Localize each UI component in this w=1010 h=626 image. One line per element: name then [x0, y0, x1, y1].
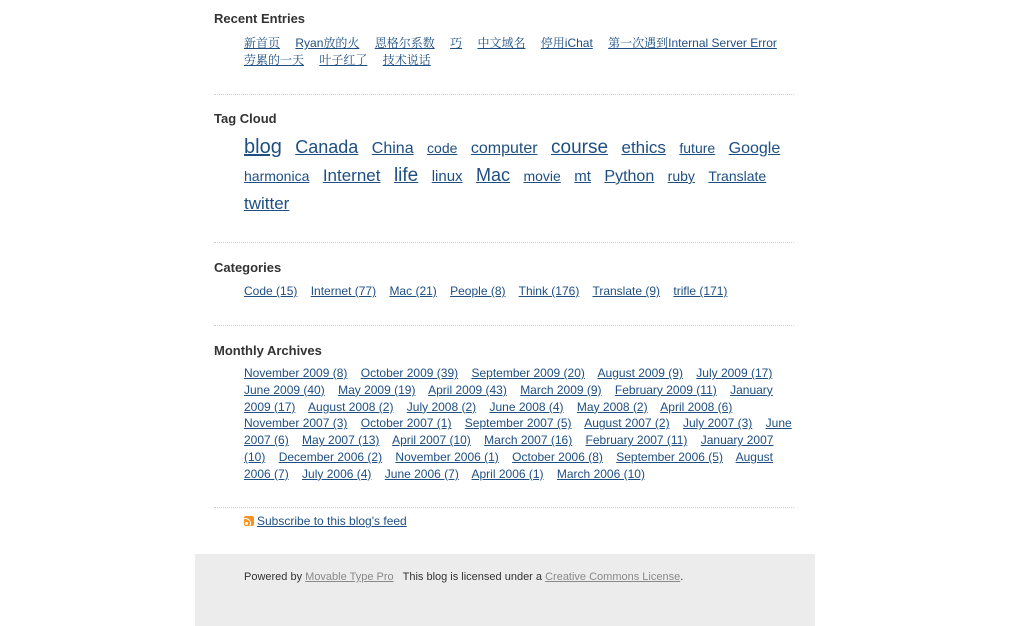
powered-by-label: Powered by — [244, 571, 303, 583]
archive-link[interactable]: October 2006 (8) — [512, 449, 603, 464]
recent-entry-link[interactable]: 恩格尔系数 — [374, 36, 435, 50]
category-link[interactable]: Translate (9) — [592, 284, 661, 298]
recent-entries-list — [244, 35, 794, 69]
archive-link[interactable]: December 2006 (2) — [278, 449, 383, 464]
rss-feed-icon — [244, 516, 254, 526]
recent-entry-link[interactable]: 中文域名 — [477, 36, 526, 50]
license-label: This blog is licensed under a — [402, 571, 543, 583]
archive-link[interactable]: March 2009 (9) — [520, 382, 602, 397]
recent-entry-link[interactable]: 巧 — [450, 36, 463, 50]
archive-link[interactable]: April 2007 (10) — [392, 433, 471, 448]
archive-link[interactable]: July 2007 (3) — [682, 416, 753, 431]
archive-link[interactable]: January 2009 (17) — [244, 382, 773, 414]
category-link[interactable]: Mac (21) — [389, 284, 437, 298]
archive-link[interactable]: May 2008 (2) — [576, 399, 648, 414]
archive-link[interactable]: September 2009 (20) — [471, 366, 585, 380]
archive-link[interactable]: April 2009 (43) — [428, 382, 507, 397]
creative-commons-link[interactable]: Creative Commons License — [545, 571, 681, 583]
archive-link[interactable]: September 2007 (5) — [464, 416, 572, 431]
tag-link[interactable]: code — [427, 140, 458, 156]
recent-entry-link[interactable]: 停用iChat — [540, 36, 593, 50]
category-link[interactable]: Code (15) — [244, 284, 298, 298]
tag-link[interactable]: mt — [574, 168, 591, 185]
archive-link[interactable]: November 2009 (8) — [244, 366, 348, 380]
recent-entry-link[interactable]: 第一次遇到Internal Server Error — [608, 36, 777, 50]
archive-link[interactable]: June 2009 (40) — [244, 382, 325, 397]
tag-link[interactable]: Mac — [476, 165, 511, 185]
archive-link[interactable]: March 2007 (16) — [484, 433, 573, 448]
categories-heading: Categories — [214, 260, 282, 275]
tag-link[interactable]: China — [371, 140, 414, 157]
footer-text — [244, 571, 683, 583]
archive-link[interactable]: July 2009 (17) — [696, 366, 773, 380]
footer — [195, 554, 815, 626]
category-link[interactable]: People (8) — [450, 284, 506, 298]
archive-link[interactable]: August 2008 (2) — [308, 399, 394, 414]
recent-entry-link[interactable]: 叶子红了 — [319, 53, 368, 67]
tag-link[interactable]: blog — [244, 136, 282, 158]
archive-link[interactable]: May 2007 (13) — [302, 433, 380, 448]
archive-link[interactable]: July 2008 (2) — [406, 399, 477, 414]
tag-link[interactable]: Canada — [295, 137, 359, 157]
feed-subscribe — [244, 514, 407, 528]
archive-link[interactable]: January 2007 (10) — [244, 433, 774, 464]
tag-cloud-list — [244, 134, 794, 218]
archive-link[interactable]: June 2008 (4) — [489, 399, 564, 414]
archive-link[interactable]: February 2009 (11) — [614, 382, 717, 397]
recent-entry-link[interactable]: 新首页 — [244, 36, 281, 50]
archive-link[interactable]: October 2007 (1) — [360, 416, 452, 431]
tag-link[interactable]: course — [551, 137, 609, 158]
archive-link[interactable]: March 2006 (10) — [556, 466, 645, 481]
tag-link[interactable]: future — [679, 140, 716, 156]
archive-link[interactable]: August 2007 (2) — [584, 416, 670, 431]
recent-entries-module — [214, 0, 794, 95]
tag-link[interactable]: harmonica — [244, 168, 310, 184]
category-link[interactable]: Internet (77) — [310, 284, 377, 298]
archive-link[interactable]: May 2009 (19) — [338, 382, 416, 397]
category-link[interactable]: Think (176) — [518, 284, 580, 298]
categories-module — [214, 243, 794, 326]
monthly-archives-list — [244, 365, 794, 483]
tag-link[interactable]: ethics — [621, 138, 666, 157]
license-suffix: . — [680, 571, 684, 583]
archive-link[interactable]: August 2009 (9) — [597, 366, 683, 380]
tag-link[interactable]: Translate — [708, 168, 767, 184]
tag-link[interactable]: computer — [470, 140, 538, 157]
category-link[interactable]: trifle (171) — [673, 284, 728, 298]
tag-link[interactable]: linux — [431, 168, 463, 185]
monthly-archives-heading: Monthly Archives — [214, 343, 322, 358]
archive-link[interactable]: June 2006 (7) — [384, 466, 459, 481]
archive-link[interactable]: November 2007 (3) — [244, 416, 348, 431]
subscribe-feed-link[interactable]: Subscribe to this blog's feed — [257, 514, 407, 528]
archive-link[interactable]: November 2006 (1) — [395, 449, 499, 464]
archive-link[interactable]: June 2007 (6) — [244, 416, 792, 448]
archive-link[interactable]: April 2006 (1) — [471, 466, 544, 481]
archive-link[interactable]: February 2007 (11) — [585, 433, 688, 448]
categories-list — [244, 283, 794, 300]
monthly-archives-module — [214, 326, 794, 508]
tag-link[interactable]: Python — [604, 168, 655, 185]
archive-link[interactable]: September 2006 (5) — [616, 449, 723, 464]
tag-link[interactable]: movie — [523, 168, 561, 184]
archive-link[interactable]: August 2006 (7) — [244, 449, 773, 481]
tag-cloud-module — [214, 95, 794, 243]
archive-link[interactable]: April 2008 (6) — [660, 399, 733, 414]
tag-link[interactable]: Google — [728, 140, 781, 157]
recent-entries-heading: Recent Entries — [214, 11, 306, 26]
sidebar — [214, 0, 794, 508]
archive-link[interactable]: July 2006 (4) — [302, 466, 372, 481]
recent-entry-link[interactable]: 技术说话 — [382, 53, 431, 67]
recent-entry-link[interactable]: Ryan放的火 — [295, 36, 360, 50]
archive-link[interactable]: October 2009 (39) — [360, 366, 459, 380]
tag-link[interactable]: Internet — [322, 166, 381, 185]
tag-link[interactable]: life — [393, 165, 419, 186]
movable-type-link[interactable]: Movable Type Pro — [305, 571, 394, 583]
tag-cloud-heading: Tag Cloud — [214, 111, 277, 126]
recent-entry-link[interactable]: 劳累的一天 — [244, 53, 305, 67]
tag-link[interactable]: ruby — [667, 168, 695, 184]
tag-link[interactable]: twitter — [244, 194, 290, 213]
